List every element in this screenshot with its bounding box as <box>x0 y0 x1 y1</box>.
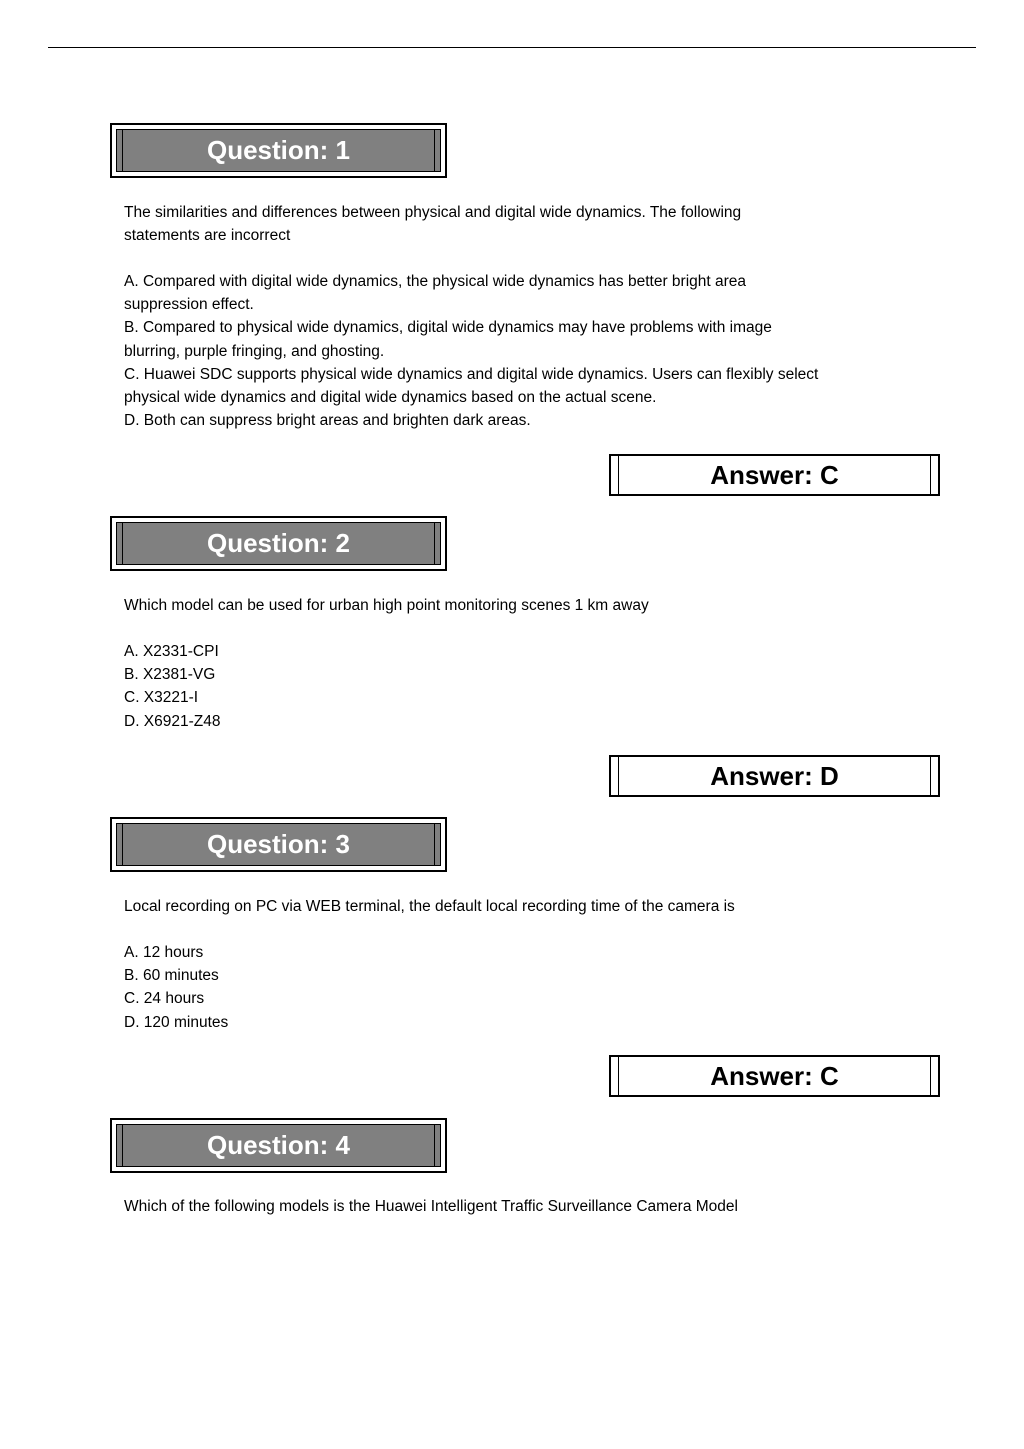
question-text-line: Local recording on PC via WEB terminal, the default local recording time of the camera is <box>124 898 735 915</box>
option-line: D. Both can suppress bright areas and brighten dark areas. <box>124 412 531 430</box>
option-line: A. Compared with digital wide dynamics, the physical wide dynamics has better bright area <box>124 273 747 290</box>
question-text-line: The similarities and differences between physical and digital wide dynamics. The following <box>124 204 742 221</box>
question-2-options <box>124 640 904 733</box>
question-1-title: Question: 1 <box>206 135 350 165</box>
question-text-line: Which model can be used for urban high point monitoring scenes 1 km away <box>124 597 649 614</box>
question-4-title: Question: 4 <box>206 1130 350 1160</box>
option-line: C. Huawei SDC supports physical wide dynamics and digital wide dynamics. Users can flexibly select <box>124 365 819 383</box>
question-2-title: Question: 2 <box>206 528 350 558</box>
answer-3-box <box>609 1055 940 1097</box>
question-2-text <box>124 594 904 617</box>
question-text-line: statements are incorrect <box>124 227 291 245</box>
question-header-band <box>116 522 441 565</box>
question-3-header <box>110 817 447 872</box>
option-line: D. 120 minutes <box>124 1013 229 1031</box>
option-line: physical wide dynamics and digital wide dynamics based on the actual scene. <box>124 389 657 407</box>
page-top-rule <box>48 47 976 48</box>
option-line: B. Compared to physical wide dynamics, digital wide dynamics may have problems with image <box>124 319 772 337</box>
question-4-text <box>124 1195 904 1218</box>
option-line: C. 24 hours <box>124 990 205 1008</box>
question-1-options <box>124 270 904 432</box>
option-line: A. X2331-CPI <box>124 643 219 660</box>
answer-2-box <box>609 755 940 797</box>
option-line: B. 60 minutes <box>124 967 219 985</box>
question-header-band <box>116 129 441 172</box>
answer-1-label: Answer: C <box>710 459 839 490</box>
question-1-text <box>124 201 904 247</box>
option-line: C. X3221-I <box>124 689 199 707</box>
question-1-header <box>110 123 447 178</box>
option-line: suppression effect. <box>124 296 254 314</box>
option-line: A. 12 hours <box>124 944 204 961</box>
option-line: B. X2381-VG <box>124 666 216 684</box>
option-line: blurring, purple fringing, and ghosting. <box>124 342 385 360</box>
question-4-header <box>110 1118 447 1173</box>
question-3-title: Question: 3 <box>206 829 350 859</box>
question-3-text <box>124 895 904 918</box>
question-2-header <box>110 516 447 571</box>
question-3-options <box>124 941 904 1034</box>
answer-2-label: Answer: D <box>710 760 839 791</box>
question-header-band <box>116 823 441 866</box>
answer-1-box <box>609 454 940 496</box>
question-header-band <box>116 1124 441 1167</box>
question-text-line: Which of the following models is the Huawei Intelligent Traffic Surveillance Camera Model <box>124 1198 738 1215</box>
option-line: D. X6921-Z48 <box>124 712 221 730</box>
answer-3-label: Answer: C <box>710 1060 839 1091</box>
